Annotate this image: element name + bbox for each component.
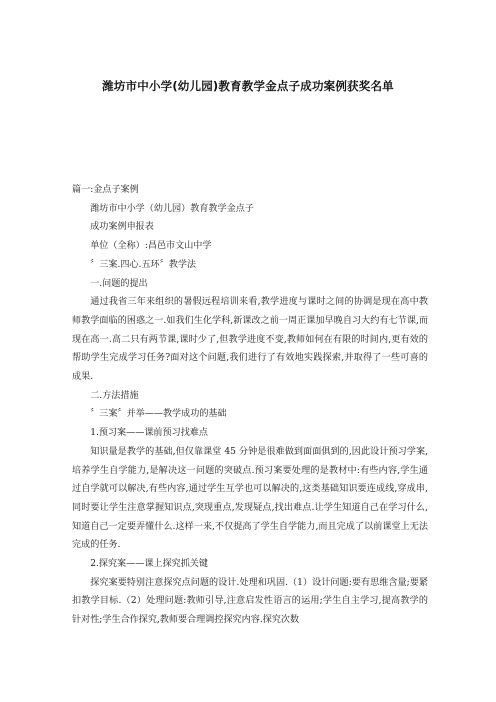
document-paragraph: 1.预习案——课前预习找难点 xyxy=(90,428,208,439)
document-paragraph: 探究案要特别注意探究点问题的设计.处理和巩固.（1）设计问题:要有思维含量;要紧扣教学目标.（2）处理问题:教师引导,注意启发性语言的运用;学生自主学习,提高教学的针对性;学生合作探究,教师要合理调控探究内容.探究次数 xyxy=(72,577,428,626)
document-title: 潍坊市中小学(幼儿园)教育教学金点子成功案例获奖名单 xyxy=(102,79,394,93)
document-paragraph: 潍坊市中小学（幼儿园）教育教学金点子 xyxy=(90,203,254,214)
document-body xyxy=(72,181,428,630)
document-paragraph: 篇一:金点子案例 xyxy=(72,185,139,195)
document-paragraph: 一.问题的提出 xyxy=(90,278,148,289)
document-paragraph: 二.方法措施 xyxy=(90,390,139,401)
document-paragraph: 成功案例申报表 xyxy=(90,222,154,233)
document-paragraph: 通过我省三年来组织的暑假远程培训来看,教学进度与课时之间的协调是现在高中教师教学面临的困惑之一.如我们生化学科,新课改之前一周正课加早晚自习大约有七节课,而现在高一.高二只有两节课,课时少了,但教学进度不变,教师如何在有限的时间内,更有效的帮助学生完成学习任务?面对这个问题,我们进行了有效地实践探索,并取得了一些可喜的成果. xyxy=(72,297,428,383)
document-paragraph: 知识量是教学的基础,但仅靠课堂 45 分钟是很难做到面面俱到的,因此设计预习学案,培养学生自学能力,是解决这一问题的突破点.预习案要处理的是教材中:有些内容,学生通过自学就可以解决,有些内容,通过学生互学也可以解决的,这类基础知识要连成线,穿成串,同时要让学生注意掌握知识点,突现重点,发现疑点,找出难点.让学生知道自己在学习什么,知道自己一定要弄懂什么.这样一来,不仅提高了学生自学能力,而且完成了以前课堂上无法完成的任务. xyxy=(72,446,428,551)
document-paragraph: 单位（全称）:昌邑市文山中学 xyxy=(90,241,212,252)
document-paragraph: 〞三案.四心.五环〞教学法 xyxy=(90,259,197,270)
document-paragraph: 〞三案〞并举——教学成功的基础 xyxy=(90,409,227,420)
document-paragraph: 2.探究案——课上探究抓关键 xyxy=(90,559,208,570)
